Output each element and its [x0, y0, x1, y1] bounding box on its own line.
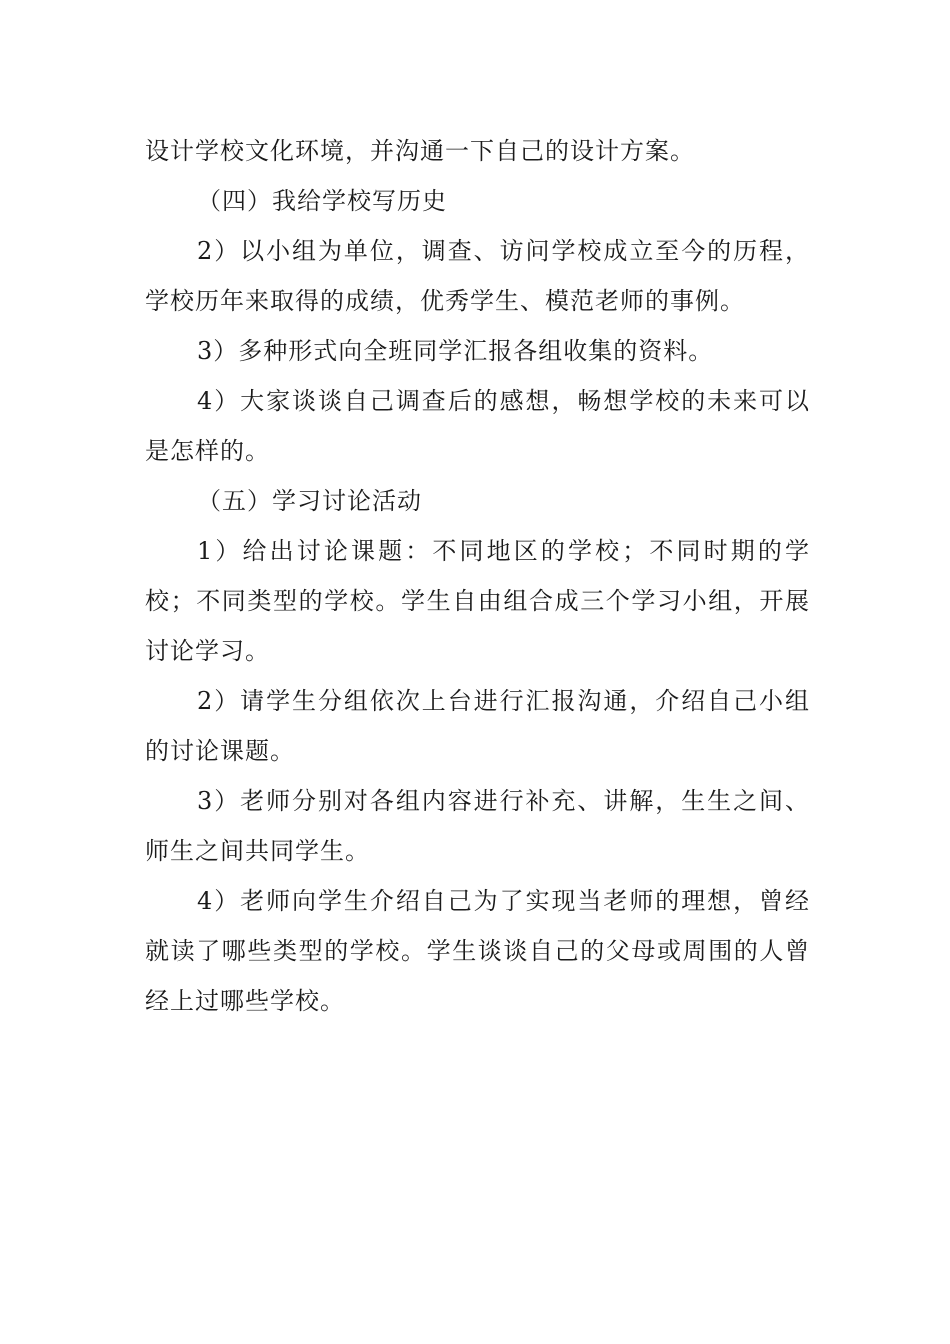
document-body — [145, 126, 810, 1026]
section-heading-five: （五）学习讨论活动 — [197, 487, 422, 515]
paragraph: 3）老师分别对各组内容进行补充、讲解，生生之间、师生之间共同学生。 — [145, 787, 810, 865]
paragraph: 2）以小组为单位，调查、访问学校成立至今的历程，学校历年来取得的成绩，优秀学生、模范老师的事例。 — [145, 237, 810, 315]
paragraph: 2）请学生分组依次上台进行汇报沟通，介绍自己小组的讨论课题。 — [145, 687, 810, 765]
paragraph: 4）老师向学生介绍自己为了实现当老师的理想，曾经就读了哪些类型的学校。学生谈谈自己的父母或周围的人曾经上过哪些学校。 — [145, 887, 810, 1015]
paragraph: 4）大家谈谈自己调查后的感想，畅想学校的未来可以是怎样的。 — [145, 387, 810, 465]
paragraph: 3）多种形式向全班同学汇报各组收集的资料。 — [197, 337, 714, 365]
paragraph-continuation: 设计学校文化环境，并沟通一下自己的设计方案。 — [145, 137, 695, 165]
section-heading-four: （四）我给学校写历史 — [197, 187, 447, 215]
paragraph: 1）给出讨论课题：不同地区的学校；不同时期的学校；不同类型的学校。学生自由组合成三个学习小组，开展讨论学习。 — [145, 537, 810, 665]
